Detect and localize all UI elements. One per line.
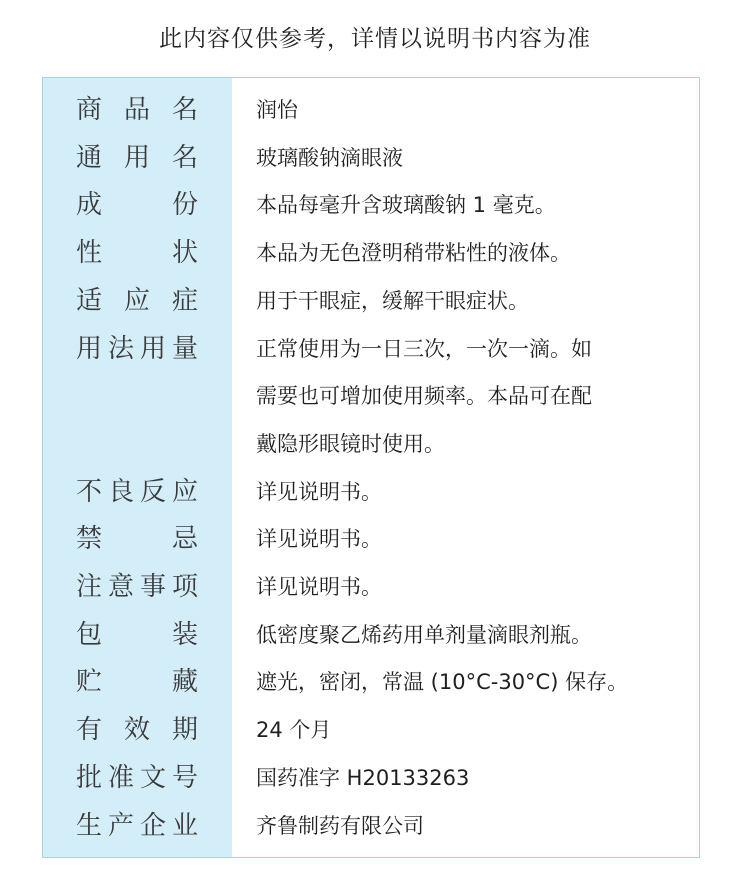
row-value: 本品为无色澄明稍带粘性的液体。 xyxy=(256,241,571,266)
row-label: 商 品 名 xyxy=(76,95,198,125)
row-label: 贮 藏 xyxy=(76,667,198,698)
row-value: 戴隐形眼镜时使用。 xyxy=(256,431,445,456)
row-label: 性 状 xyxy=(76,238,198,269)
row-value: 低密度聚乙烯药用单剂量滴眼剂瓶。 xyxy=(256,622,592,647)
row-value: 本品每毫升含玻璃酸钠 1 毫克。 xyxy=(256,193,556,218)
row-label: 通 用 名 xyxy=(76,142,198,173)
row-value: 玻璃酸钠滴眼液 xyxy=(256,145,403,170)
row-value: 润怡 xyxy=(256,98,298,122)
row-label: 成 份 xyxy=(76,190,198,221)
row-label: 有 效 期 xyxy=(76,715,198,746)
row-value: 齐鲁制药有限公司 xyxy=(256,813,424,838)
row-value: 详见说明书。 xyxy=(256,479,382,504)
row-value: 正常使用为一日三次，一次一滴。如 xyxy=(256,336,592,361)
row-label: 禁 忌 xyxy=(76,524,198,555)
row-value: 遮光，密闭，常温 (10°C-30°C) 保存。 xyxy=(256,670,629,695)
row-label: 不 良 反 应 xyxy=(76,476,198,507)
row-label: 生 产 企 业 xyxy=(76,810,198,841)
row-value: 详见说明书。 xyxy=(256,575,382,599)
row-label: 用 法 用 量 xyxy=(76,333,198,364)
row-value: 详见说明书。 xyxy=(256,527,382,552)
disclaimer-notice: 此内容仅供参考，详情以说明书内容为准 xyxy=(159,26,591,52)
row-label: 注 意 事 项 xyxy=(76,572,198,602)
row-value: 24 个月 xyxy=(256,718,332,743)
row-value: 用于干眼症，缓解干眼症状。 xyxy=(256,288,529,313)
product-info-table xyxy=(42,77,700,858)
row-value: 国药准字 H20133263 xyxy=(256,765,470,790)
row-value: 需要也可增加使用频率。本品可在配 xyxy=(256,384,592,409)
row-label: 批 准 文 号 xyxy=(76,762,198,793)
row-label: 包 装 xyxy=(76,619,198,650)
row-label: 适 应 症 xyxy=(76,285,198,316)
